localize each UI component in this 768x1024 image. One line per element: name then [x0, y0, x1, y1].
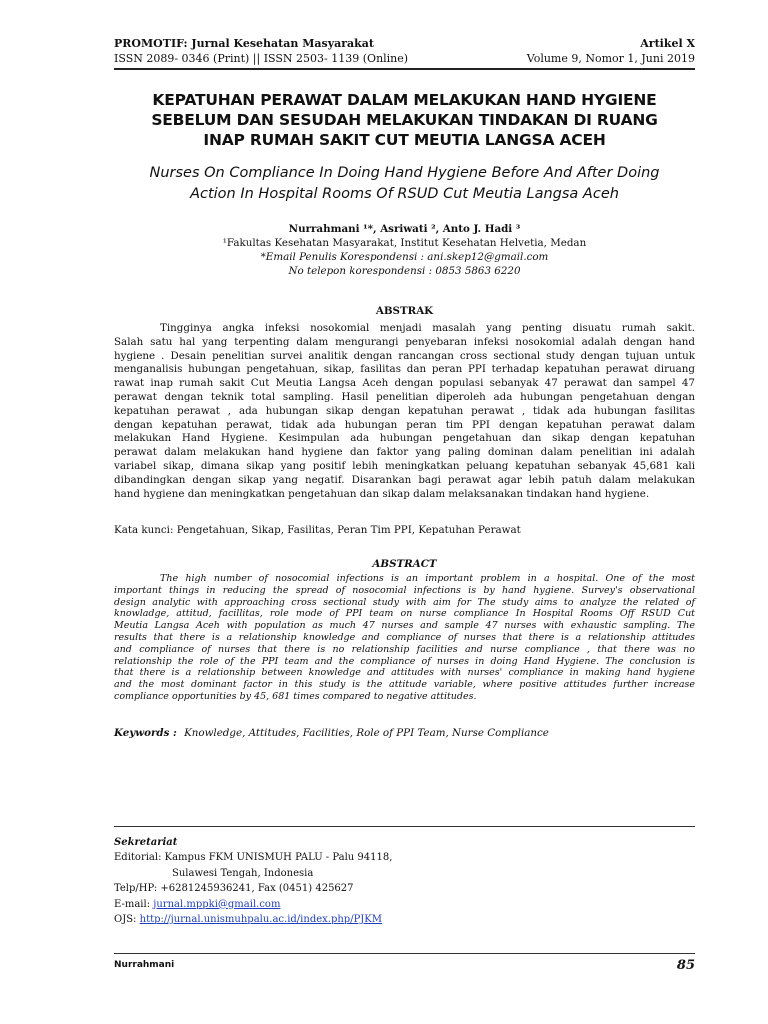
- secretariat-ojs-row: [114, 912, 695, 927]
- english-title: [114, 163, 695, 205]
- keywords-row: [114, 727, 695, 739]
- abstrak-line: perawat dengan teknik total sampling. Hasil penelitian diperoleh ada hubungan pengetahuan dengan: [114, 390, 695, 403]
- footer-divider: [114, 826, 695, 827]
- abstrak-line: melakukan Hand Hygiene. Kesimpulan ada hubungan pengetahuan dan sikap dengan kepatuhan: [114, 432, 695, 445]
- page-number: 85: [676, 958, 695, 973]
- secretariat-address: Editorial: Kampus FKM UNISMUH PALU - Palu 94118,: [114, 852, 393, 864]
- abstract-line: relationship the role of the PPI team and the compliance of nurses in doing Hand Hygiene. The conclusion is: [114, 655, 695, 667]
- abstrak-line: menganalisis hubungan pengetahuan, sikap, fasilitas dan peran PPI terhadap kepatuhan perawat diruang: [114, 363, 695, 376]
- ojs-link[interactable]: http://jurnal.unismuhpalu.ac.id/index.php/PJKM: [139, 914, 383, 926]
- author-affiliation: ¹Fakultas Kesehatan Masyarakat, Institut Kesehatan Helvetia, Medan: [222, 237, 587, 249]
- journal-name: PROMOTIF: Jurnal Kesehatan Masyarakat: [114, 37, 374, 50]
- abstract-line: that there is a relationship between knowledge and attitudes with nurses' compliance in making hand hygiene: [114, 667, 695, 679]
- abstract-line: and the most dominant factor in this study is the attitude variable, where positive attitudes further increase: [114, 679, 695, 691]
- issn-text: ISSN 2089- 0346 (Print) || ISSN 2503- 1139 (Online): [114, 52, 409, 65]
- author-email: *Email Penulis Korespondensi : ani.skep12@gmail.com: [260, 251, 549, 263]
- secretariat-heading: Sekretariat: [114, 837, 178, 848]
- author-block: [114, 222, 695, 278]
- abstract-line: important things in reducing the spread of nosocomial infections is by hand hygiene. Survey's observational: [114, 584, 695, 596]
- keywords-values: Knowledge, Attitudes, Facilities, Role of PPI Team, Nurse Compliance: [184, 727, 549, 739]
- secretariat-address-2: Sulawesi Tengah, Indonesia: [172, 867, 314, 879]
- abstract-line: results that there is a relationship knowledge and compliance of nurses that there is a relationship attitudes: [114, 631, 695, 643]
- abstract-line: design analytic with approaching cross sectional study with aim for The study aims to analyze the related of: [114, 596, 695, 608]
- secretariat-block: [114, 835, 695, 927]
- abstrak-line: kepatuhan perawat , ada hubungan sikap dengan kepatuhan perawat , tidak ada hubungan fasilitas: [114, 404, 695, 417]
- abstrak-line: dibandingkan dengan sikap yang negatif. Disarankan bagi perawat agar lebih patuh dalam melakukan: [114, 473, 695, 486]
- abstrak-line: Tingginya angka infeksi nosokomial menjadi masalah yang penting disuatu rumah sakit.: [160, 322, 695, 334]
- abstrak-line: hand hygiene dan meningkatkan pengetahuan dan sikap dalam melaksanakan tindakan hand hygiene.: [114, 487, 650, 500]
- abstract-line: compliance opportunities by 45, 681 times compared to negative attitudes.: [114, 690, 477, 702]
- kata-kunci-values: Pengetahuan, Sikap, Fasilitas, Peran Tim PPI, Kepatuhan Perawat: [176, 524, 521, 536]
- abstrak-line: dengan kepatuhan perawat, tidak ada hubungan peran tim PPI dengan kepatuhan perawat dalam: [114, 418, 695, 431]
- email-link[interactable]: jurnal.mppki@gmail.com: [153, 898, 281, 910]
- article-label: Artikel X: [640, 37, 695, 50]
- abstrak-line: hygiene . Desain penelitian survei analitik dengan rancangan cross sectional study dengan tujuan untuk: [114, 349, 695, 362]
- abstrak-body: [114, 322, 695, 501]
- secretariat-email-row: [114, 897, 695, 912]
- ojs-label: OJS:: [114, 914, 137, 926]
- header-divider: [114, 68, 695, 70]
- email-label: E-mail:: [114, 898, 151, 910]
- abstrak-line: variabel sikap, dimana sikap yang positif lebih meningkatkan peluang kepatuhan sebanyak 45,681 kali: [114, 459, 695, 472]
- abstract-body: [114, 573, 695, 703]
- abstrak-line: Salah satu hal yang terpenting dalam mengurangi penyebaran infeksi nosokomial adalah dengan hand: [114, 335, 695, 348]
- footer-author: Nurrahmani: [114, 960, 175, 970]
- volume-text: Volume 9, Nomor 1, Juni 2019: [526, 52, 695, 65]
- abstract-heading: ABSTRACT: [372, 558, 437, 570]
- abstract-line: Meutia Langsa Aceh with population as much 47 nurses and sample 47 nurses with exhaustic sampling. The: [114, 620, 695, 632]
- abstract-line: knowladge, attitud, facillitas, role mode of PPI team on nurse compliance In Hospital Rooms Off RSUD Cut: [114, 608, 695, 620]
- english-title-line: Nurses On Compliance In Doing Hand Hygiene Before And After Doing: [149, 165, 660, 181]
- secretariat-phone: Telp/HP: +6281245936241, Fax (0451) 425627: [114, 883, 354, 895]
- abstrak-heading: ABSTRAK: [375, 305, 434, 317]
- abstract-line: and compliance of nurses that there is no relationship facilities and nurse compliance , that there was no: [114, 643, 695, 655]
- keywords-label: Keywords :: [114, 727, 177, 739]
- title-line: SEBELUM DAN SESUDAH MELAKUKAN TINDAKAN DI RUANG: [151, 111, 658, 129]
- title-line: KEPATUHAN PERAWAT DALAM MELAKUKAN HAND HYGIENE: [152, 91, 657, 109]
- article-title: [114, 90, 695, 150]
- page-footer-divider: [114, 953, 695, 954]
- english-title-line: Action In Hospital Rooms Of RSUD Cut Meutia Langsa Aceh: [190, 186, 619, 202]
- abstract-line: The high number of nosocomial infections is an important problem in a hospital. One of the most: [160, 573, 695, 584]
- journal-page: [114, 0, 695, 1024]
- author-names: Nurrahmani ¹*, Asriwati ², Anto J. Hadi ³: [288, 223, 521, 235]
- title-line: INAP RUMAH SAKIT CUT MEUTIA LANGSA ACEH: [203, 131, 606, 149]
- kata-kunci-label: Kata kunci:: [114, 524, 174, 536]
- author-phone: No telepon korespondensi : 0853 5863 6220: [288, 265, 521, 277]
- abstrak-line: perawat dalam melakukan hand hygiene dan faktor yang paling dominan dalam penelitian ini adalah: [114, 446, 695, 459]
- abstrak-line: rawat inap rumah sakit Cut Meutia Langsa Aceh dengan populasi sebanyak 47 perawat dan sampel 47: [114, 377, 695, 390]
- kata-kunci-row: [114, 524, 695, 536]
